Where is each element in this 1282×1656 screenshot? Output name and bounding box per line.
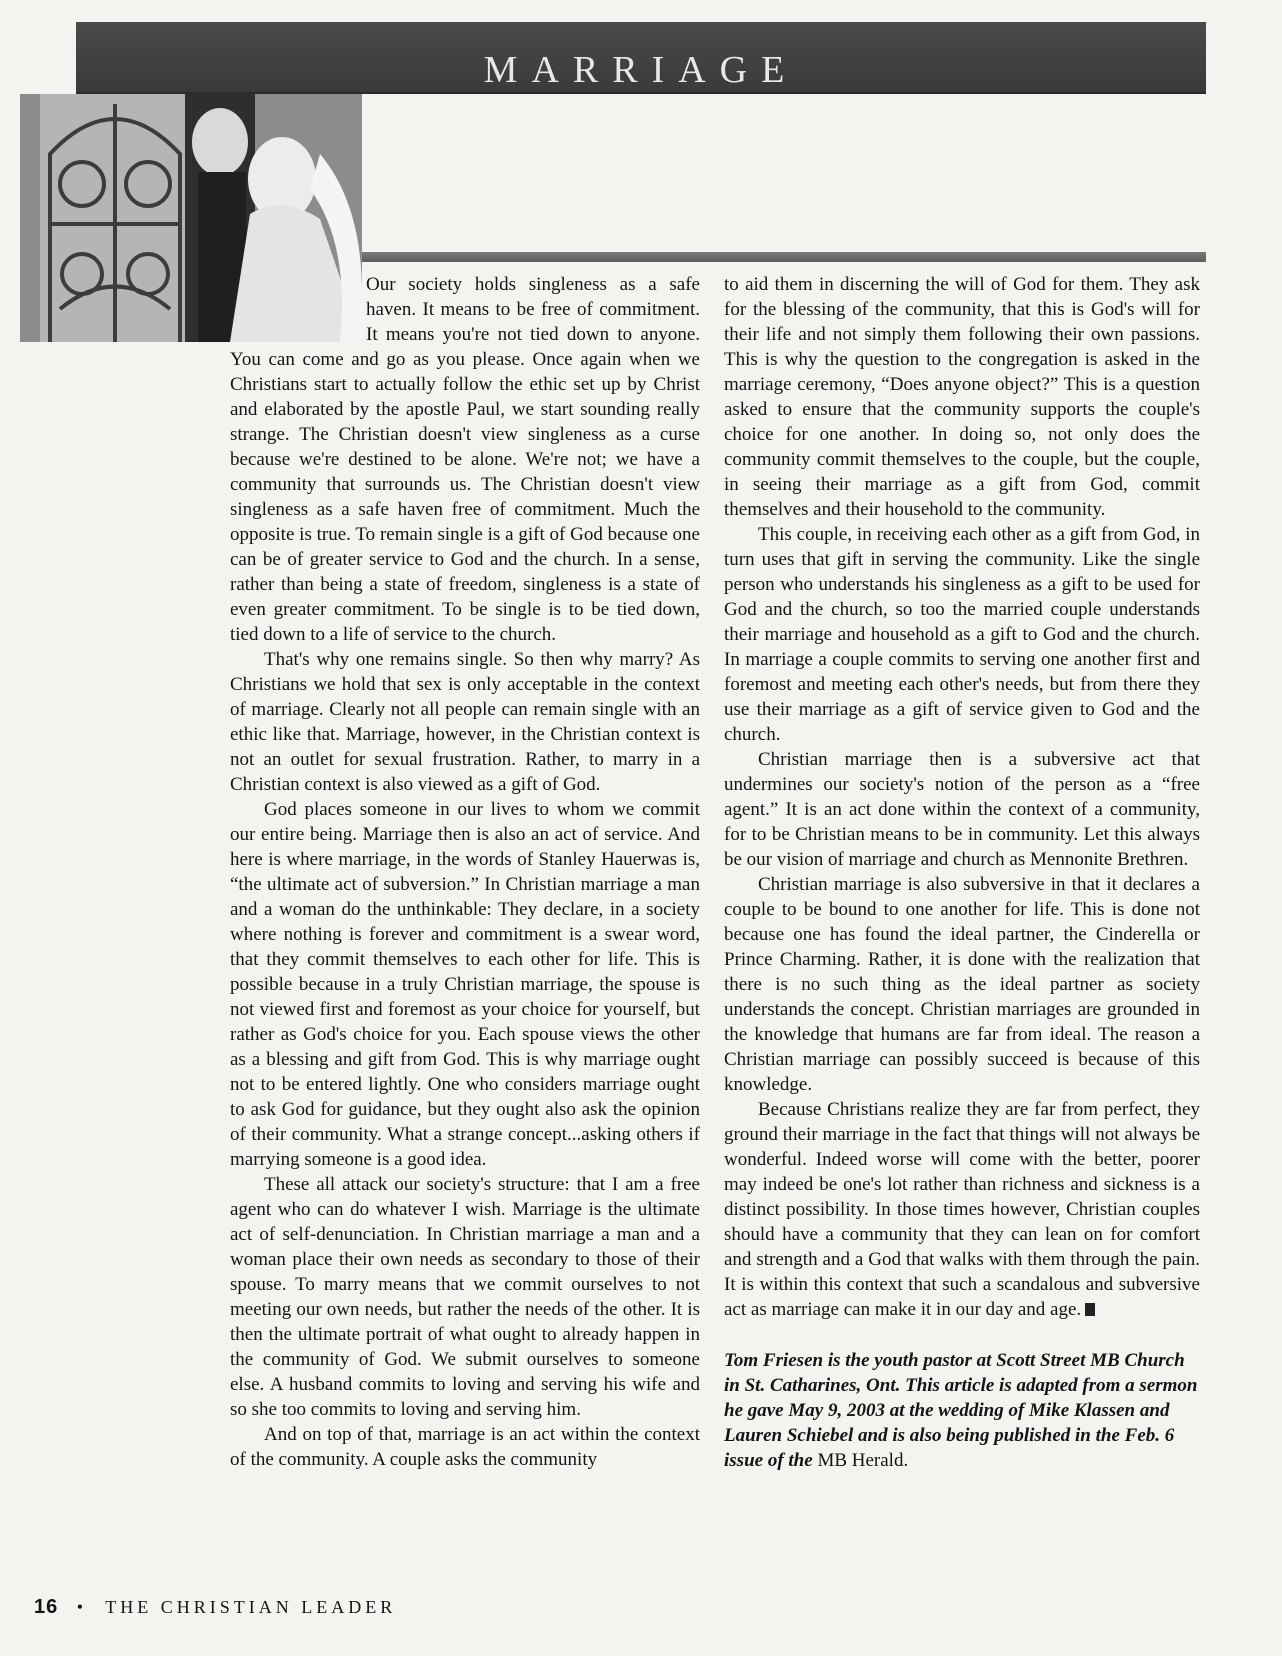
- publication-name: MB Herald.: [817, 1450, 909, 1471]
- article-paragraph: God places someone in our lives to whom we commit our entire being. Marriage then is also an act of service. And here is where marriage, in the words of Stanley Hauerwas is, “the ultimate act of subversion.” In Christian marriage a man and a woman do the unthinkable: They declare, in a society where nothing is forever and commitment is a swear word, that they commit themselves to each other for life. This is possible because in a truly Christian marriage, the spouse is not viewed first and foremost as your choice for yourself, but rather as God's choice for you. Each spouse views the other as a blessing and gift from God. This is why marriage ought not to be entered lightly. One who considers marriage ought to ask God for guidance, but they ought also ask the opinion of their community. What a strange concept...asking others if marrying someone is a good idea.: [230, 799, 700, 1170]
- article-column-left: [230, 272, 700, 1472]
- section-title: MARRIAGE: [483, 49, 799, 91]
- article-column-right: [724, 272, 1200, 1473]
- final-paragraph-text: Because Christians realize they are far from perfect, they ground their marriage in the fact that things will not always be wonderful. Indeed worse will come with the better, poorer may indeed be one's lot rather than richness and sickness is a distinct possibility. In those times however, Christian couples should have a community that they can lean on for comfort and strength and a God that walks with them through the pain. It is within this context that such a scandalous and subversive act as marriage can make it in our day and age.: [724, 1099, 1200, 1320]
- section-banner: [76, 22, 1206, 94]
- author-bio: [724, 1348, 1200, 1473]
- page-footer: [34, 1596, 396, 1619]
- article-paragraph: Christian marriage then is a subversive act that undermines our society's notion of the person as a “free agent.” It is an act done within the context of a community, for to be Christian means to be in community. Let this always be our vision of marriage and church as Mennonite Brethren.: [724, 749, 1200, 870]
- article-paragraph: to aid them in discerning the will of God for them. They ask for the blessing of the community, that this is God's will for their life and not simply them following their own passions. This is why the question to the congregation is asked in the marriage ceremony, “Does anyone object?” This is a question asked to ensure that the community supports the couple's choice for one another. In doing so, not only does the community commit themselves to the couple, but the couple, in seeing their marriage as a gift from God, commit themselves and their household to the community.: [724, 274, 1200, 520]
- photo-wrap-space: [230, 272, 366, 346]
- publication-title: THE CHRISTIAN LEADER: [105, 1597, 397, 1617]
- footer-separator: •: [76, 1597, 88, 1617]
- article-paragraph-final: [724, 1097, 1200, 1322]
- article-paragraph: That's why one remains single. So then why marry? As Christians we hold that sex is only acceptable in the context of marriage. Clearly not all people can remain single with an ethic like that. Marriage, however, in the Christian context is not an outlet for sexual frustration. Rather, to marry in a Christian context is also viewed as a gift of God.: [230, 649, 700, 795]
- article-paragraph: This couple, in receiving each other as a gift from God, in turn uses that gift in serving the community. Like the single person who understands his singleness as a gift to be used for God and the church, so too the married couple understands their marriage and household as a gift to God and the church. In marriage a couple commits to serving one another first and foremost and meeting each other's needs, but from there they use their marriage as a gift of service given to God and the church.: [724, 524, 1200, 745]
- page-number: 16: [34, 1596, 59, 1618]
- article-paragraph: Christian marriage is also subversive in that it declares a couple to be bound to one another for life. This is done not because one has found the ideal partner, the Cinderella or Prince Charming. Rather, it is done with the realization that there is no such thing as the ideal partner as society understands the concept. Christian marriages are grounded in the knowledge that humans are far from ideal. The reason a Christian marriage can possibly succeed is because of this knowledge.: [724, 874, 1200, 1095]
- author-bio-text: Tom Friesen is the youth pastor at Scott Street MB Church in St. Catharines, Ont. This article is adapted from a sermon he gave May 9, 2003 at the wedding of Mike Klassen and Lauren Schiebel and is also being published in the Feb. 6 issue of the: [724, 1350, 1198, 1471]
- article-paragraph: These all attack our society's structure: that I am a free agent who can do whatever I wish. Marriage is the ultimate act of self-denunciation. In Christian marriage a man and a woman place their own needs as secondary to those of their spouse. To marry means that we commit ourselves to not meeting our own needs, but rather the needs of the other. It is then the ultimate portrait of what ought to already happen in the community of God. We submit ourselves to someone else. A husband commits to loving and serving his wife and so she too commits to loving and serving him.: [230, 1174, 700, 1420]
- article-paragraph: And on top of that, marriage is an act within the context of the community. A couple asks the community: [230, 1424, 700, 1470]
- end-of-article-icon: [1085, 1303, 1095, 1316]
- article-paragraph: Our society holds singleness as a safe haven. It means to be free of commitment. It means you're not tied down to anyone. You can come and go as you please. Once again when we Christians start to actually follow the ethic set up by Christ and elaborated by the apostle Paul, we start sounding really strange. The Christian doesn't view singleness as a curse because we're destined to be alone. We're not; we have a community that surrounds us. The Christian doesn't view singleness as a safe haven free of commitment. Much the opposite is true. To remain single is a gift of God because one can be of greater service to God and the church. In a sense, rather than being a state of freedom, singleness is a state of even greater commitment. To be single is to be tied down, tied down to a life of service to the church.: [230, 274, 700, 645]
- section-divider-rule: [362, 252, 1206, 262]
